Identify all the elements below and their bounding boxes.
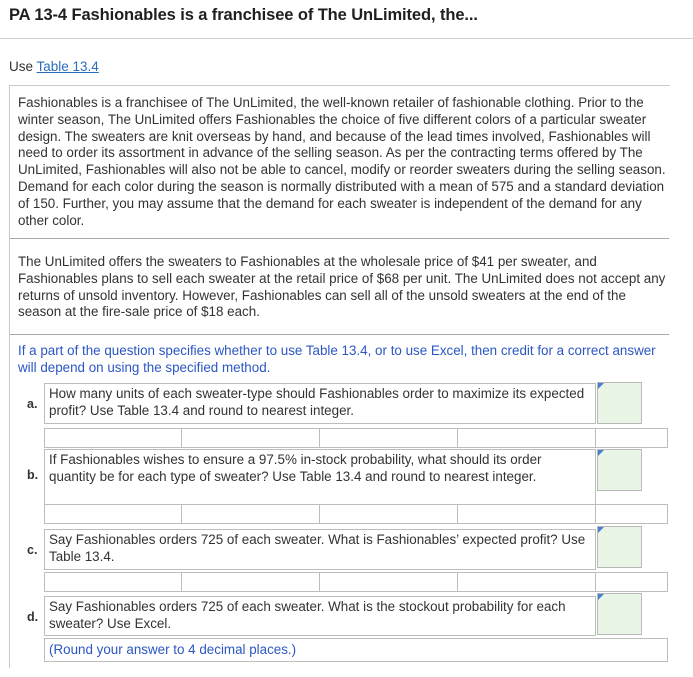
table-link[interactable]: Table 13.4: [36, 59, 99, 74]
work-cell[interactable]: [319, 572, 458, 592]
work-row: [44, 572, 668, 592]
use-table-line: [9, 59, 99, 74]
work-cell[interactable]: [44, 428, 182, 448]
paragraph-divider: [10, 334, 669, 335]
method-note: If a part of the question specifies whether to use Table 13.4, or to use Excel, then credit for a correct answer will depend on using the specified method.: [18, 343, 656, 375]
flag-icon: [598, 527, 604, 533]
use-prefix: Use: [9, 59, 37, 74]
flag-icon: [598, 383, 604, 389]
page-title: PA 13-4 Fashionables is a franchisee of The UnLimited, the...: [9, 6, 478, 24]
rounding-instruction: (Round your answer to 4 decimal places.): [44, 638, 668, 662]
work-cell[interactable]: [595, 572, 668, 592]
work-cell[interactable]: [44, 572, 182, 592]
answer-input-a[interactable]: [597, 382, 642, 424]
work-cell[interactable]: [44, 504, 182, 524]
work-cell[interactable]: [181, 572, 320, 592]
work-cell[interactable]: [457, 572, 596, 592]
question-letter: b.: [27, 468, 39, 482]
question-letter: d.: [27, 610, 39, 624]
flag-icon: [598, 594, 604, 600]
question-letter: c.: [27, 543, 38, 557]
work-cell[interactable]: [181, 428, 320, 448]
work-cell[interactable]: [181, 504, 320, 524]
work-cell[interactable]: [595, 504, 668, 524]
question-text: How many units of each sweater-type should Fashionables order to maximize its expected profit? Use Table 13.4 and round to nearest integer.: [44, 383, 596, 424]
question-text: Say Fashionables orders 725 of each sweater. What is Fashionables’ expected profit? Use Table 13.4.: [44, 529, 596, 570]
work-cell[interactable]: [595, 428, 668, 448]
answer-input-c[interactable]: [597, 526, 642, 568]
work-cell[interactable]: [319, 428, 458, 448]
header-divider: [0, 38, 693, 39]
work-cell[interactable]: [319, 504, 458, 524]
question-letter: a.: [27, 397, 38, 411]
work-cell[interactable]: [457, 504, 596, 524]
answer-input-b[interactable]: [597, 449, 642, 491]
question-text: If Fashionables wishes to ensure a 97.5% in-stock probability, what should its order quantity be for each type of sweater? Use Table 13.4 and round to nearest integer.: [44, 449, 596, 505]
paragraph-divider: [10, 238, 669, 239]
problem-paragraph-2: The UnLimited offers the sweaters to Fashionables at the wholesale price of $41 per sweater, and Fashionables plans to sell each sweater at the retail price of $68 per unit. The UnLimited does not accept any returns of unsold inventory. However, Fashionables can sell all of the unsold sweaters at the end of the season at the fire-sale price of $18 each.: [18, 254, 666, 320]
work-cell[interactable]: [457, 428, 596, 448]
flag-icon: [598, 450, 604, 456]
question-text: Say Fashionables orders 725 of each sweater. What is the stockout probability for each sweater? Use Excel.: [44, 596, 596, 636]
answer-input-d[interactable]: [597, 593, 642, 635]
work-row: [44, 428, 668, 448]
work-row: [44, 504, 668, 524]
problem-paragraph-1: Fashionables is a franchisee of The UnLimited, the well-known retailer of fashionable clothing. Prior to the winter season, The UnLimited offers Fashionables the choice of five different colors of a particular sweater design. The sweaters are knit overseas by hand, and because of the lead times involved, Fashionables will need to order its assortment in advance of the selling season. As per the contracting terms offered by The UnLimited, Fashionables will also not be able to cancel, modify or reorder sweaters during the selling season. Demand for each color during the season is normally distributed with a mean of 575 and a standard deviation of 150. Further, you may assume that the demand for each sweater is independent of the demand for any other color.: [18, 95, 666, 228]
